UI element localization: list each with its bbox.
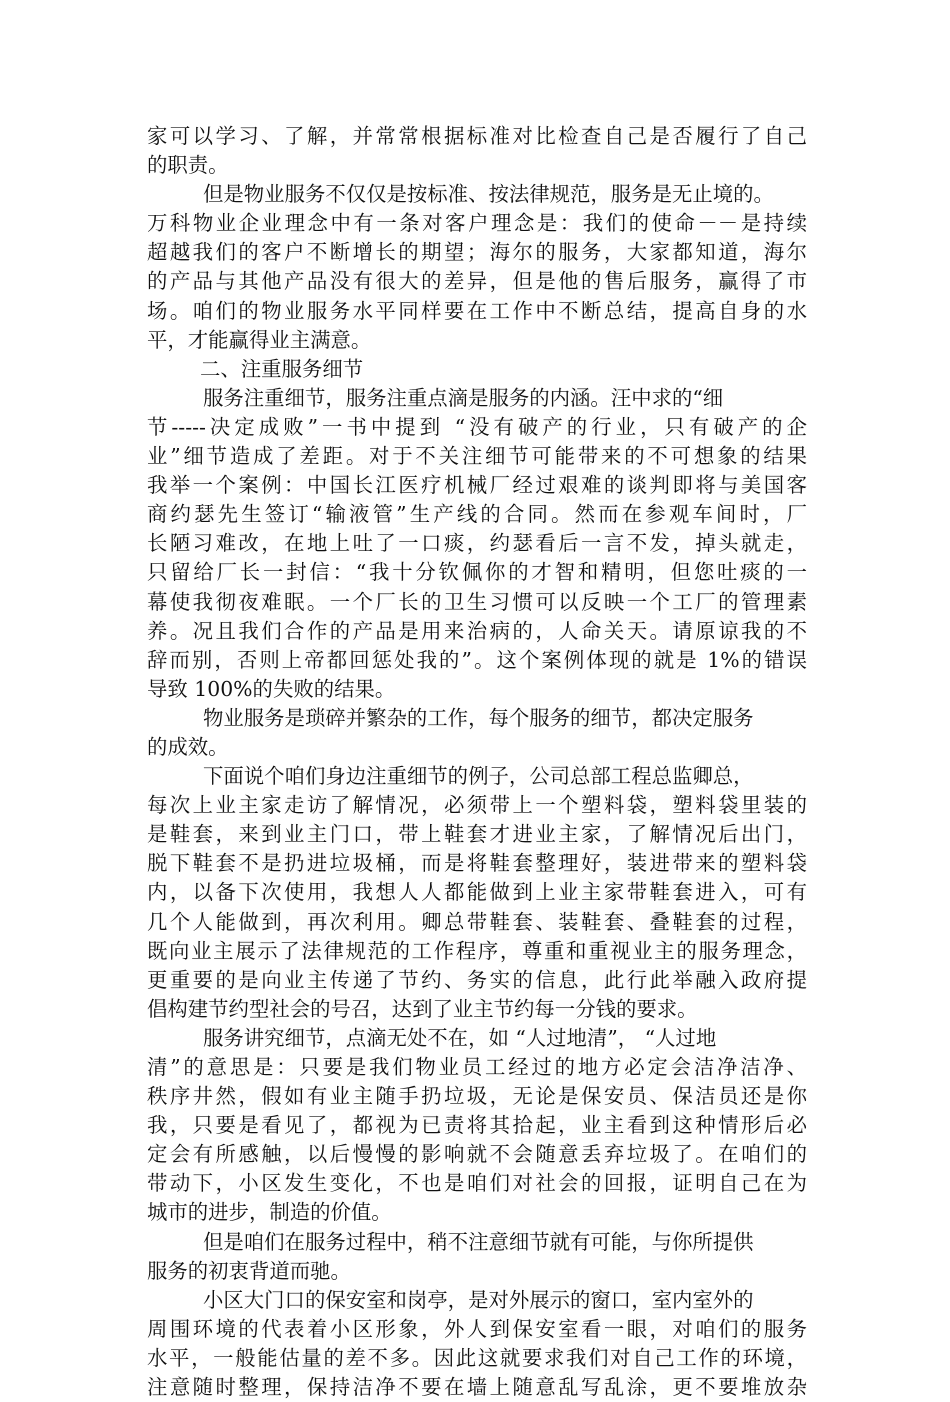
paragraph	[147, 762, 807, 1024]
text-line: 城市的进步，制造的价值。	[147, 1200, 392, 1225]
text-line: 注意随时整理，保持洁净不要在墙上随意乱写乱涂，更不要堆放杂	[147, 1375, 807, 1400]
text-line: 业”细节造成了差距。对于不关注细节可能带来的不可想象的结果	[147, 444, 807, 469]
text-line: 秩序井然，假如有业主随手扔垃圾，无论是保安员、保洁员还是你	[147, 1084, 807, 1109]
paragraph	[147, 704, 807, 762]
text-line: 服务的初衷背道而驰。	[147, 1258, 351, 1283]
text-line: 但是物业服务不仅仅是按标准、按法律规范，服务是无止境的。	[203, 182, 774, 207]
text-line: 平，才能赢得业主满意。	[147, 327, 372, 352]
text-line: 是鞋套，来到业主门口，带上鞋套才进业主家，了解情况后出门，	[147, 822, 807, 847]
text-line: 既向业主展示了法律规范的工作程序，尊重和重视业主的服务理念，	[147, 938, 807, 963]
text-line: 辞而别，否则上帝都回惩处我的”。这个案例体现的就是 1%的错误	[147, 647, 807, 672]
paragraph	[147, 384, 807, 704]
text-line: 每次上业主家走访了解情况，必须带上一个塑料袋，塑料袋里装的	[147, 793, 807, 818]
text-line: 周围环境的代表着小区形象，外人到保安室看一眼，对咱们的服务	[147, 1316, 807, 1341]
text-line: 清”的意思是：只要是我们物业员工经过的地方必定会洁净洁净、	[147, 1055, 807, 1079]
text-line: 水平，一般能估量的差不多。因此这就要求我们对自己工作的环境，	[147, 1345, 807, 1370]
text-line: 幕使我彻夜难眠。一个厂长的卫生习惯可以反映一个工厂的管理素	[147, 589, 807, 614]
text-line: 场。咱们的物业服务水平同样要在工作中不断总结，提高自身的水	[147, 298, 807, 323]
text-line: 只留给厂长一封信：“我十分钦佩你的才智和精明，但您吐痰的一	[147, 560, 807, 585]
text-line: 万科物业企业理念中有一条对客户理念是：我们的使命－－是持续	[147, 211, 807, 236]
paragraph	[147, 122, 807, 180]
text-line: 倡构建节约型社会的号召，达到了业主节约每一分钱的要求。	[147, 996, 698, 1021]
text-line: 的职责。	[147, 153, 229, 178]
text-line: 下面说个咱们身边注重细节的例子，公司总部工程总监卿总，	[203, 764, 754, 789]
text-line: 但是咱们在服务过程中，稍不注意细节就有可能，与你所提供	[203, 1229, 754, 1254]
text-line: 养。况且我们合作的产品是用来治病的，人命关天。请原谅我的不	[147, 618, 807, 643]
text-line: 定会有所感触，以后慢慢的影响就不会随意丢弃垃圾了。在咱们的	[147, 1142, 807, 1167]
text-line: 小区大门口的保安室和岗亭，是对外展示的窗口，室内室外的	[203, 1287, 754, 1312]
text-line: 带动下，小区发生变化，不也是咱们对社会的回报，证明自己在为	[147, 1171, 807, 1196]
text-line: 我举一个案例：中国长江医疗机械厂经过艰难的谈判即将与美国客	[147, 473, 807, 498]
text-line: 内，以备下次使用，我想人人都能做到上业主家带鞋套进入，可有	[147, 880, 807, 905]
text-line: 服务注重细节，服务注重点滴是服务的内涵。汪中求的“细	[203, 385, 724, 410]
paragraph	[147, 1228, 807, 1286]
heading-line: 二、注重服务细节	[200, 356, 364, 381]
text-line: 我，只要是看见了，都视为已责将其拾起，业主看到这种情形后必	[147, 1113, 807, 1138]
text-line: 更重要的是向业主传递了节约、务实的信息，此行此举融入政府提	[147, 967, 807, 992]
text-line: 的成效。	[147, 734, 229, 759]
text-line: 超越我们的客户不断增长的期望；海尔的服务，大家都知道，海尔	[147, 240, 807, 265]
text-line: 商约瑟先生签订“输液管”生产线的合同。然而在参观车间时，厂	[147, 502, 807, 527]
text-line: 节-----决定成败”一书中提到 “没有破产的行业，只有破产的企	[147, 414, 807, 439]
text-line: 家可以学习、了解，并常常根据标准对比检查自己是否履行了自己	[147, 124, 807, 148]
text-line: 物业服务是琐碎并繁杂的工作，每个服务的细节，都决定服务	[203, 705, 754, 730]
text-line: 脱下鞋套不是扔进垃圾桶，而是将鞋套整理好，装进带来的塑料袋	[147, 851, 807, 876]
text-line: 的产品与其他产品没有很大的差异，但是他的售后服务，赢得了市	[147, 269, 807, 294]
text-line: 长陋习难改，在地上吐了一口痰，约瑟看后一言不发，掉头就走，	[147, 531, 807, 556]
text-line: 服务讲究细节，点滴无处不在，如 “人过地清”， “人过地	[203, 1025, 717, 1050]
paragraph	[147, 180, 807, 355]
paragraph	[147, 1024, 807, 1228]
section-heading	[147, 355, 807, 384]
text-line: 导致 100%的失败的结果。	[147, 676, 396, 701]
text-line: 几个人能做到，再次利用。卿总带鞋套、装鞋套、叠鞋套的过程，	[147, 909, 807, 934]
document-page	[147, 122, 807, 1402]
